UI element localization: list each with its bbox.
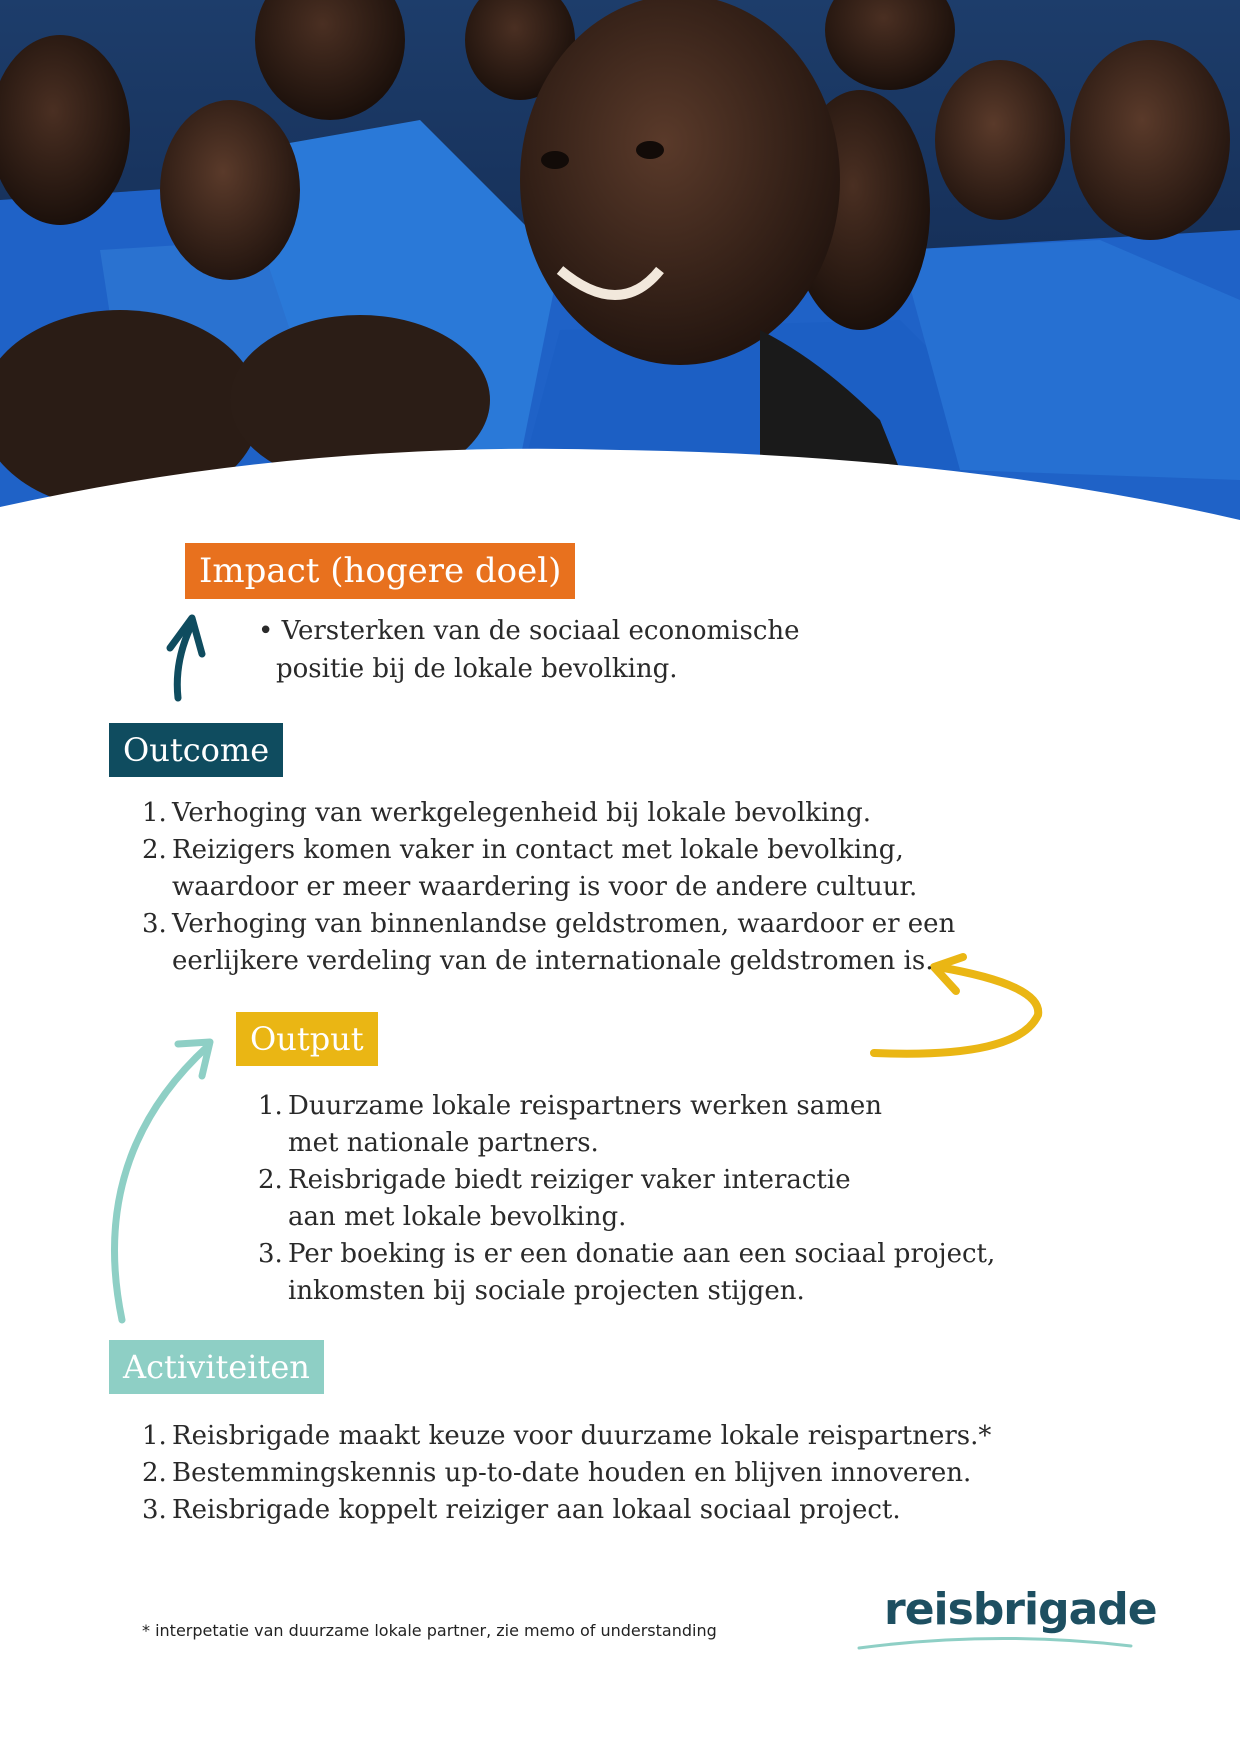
list-number: 1. — [142, 798, 167, 828]
list-item — [142, 1492, 1072, 1529]
impact-bullet-line-1: • Versterken van de sociaal economische — [258, 616, 800, 646]
logo-swoosh-icon — [855, 1632, 1135, 1652]
list-number: 2. — [142, 835, 167, 865]
list-number: 3. — [142, 1495, 167, 1525]
output-list — [258, 1088, 1088, 1310]
list-number: 1. — [258, 1091, 283, 1121]
arrow-up-icon — [150, 606, 220, 706]
list-text: aan met lokale bevolking. — [288, 1202, 627, 1232]
curved-arrow-up-icon — [98, 1036, 228, 1326]
list-text: Per boeking is er een donatie aan een sociaal project, — [288, 1239, 996, 1269]
list-text: Reisbrigade koppelt reiziger aan lokaal sociaal project. — [172, 1495, 901, 1525]
list-item — [258, 1088, 1088, 1162]
list-text: Reizigers komen vaker in contact met lokale bevolking, — [172, 835, 904, 865]
list-item — [258, 1236, 1088, 1310]
list-item — [142, 832, 1072, 906]
outcome-list — [142, 795, 1072, 980]
activiteiten-label: Activiteiten — [109, 1340, 324, 1394]
impact-bullet-line-2: positie bij de lokale bevolking. — [276, 654, 678, 684]
list-number: 1. — [142, 1421, 167, 1451]
list-number: 3. — [258, 1239, 283, 1269]
list-text: Bestemmingskennis up-to-date houden en blijven innoveren. — [172, 1458, 972, 1488]
logo: reisbrigade — [884, 1584, 1157, 1635]
list-number: 2. — [142, 1458, 167, 1488]
impact-label: Impact (hogere doel) — [185, 543, 575, 599]
list-number: 3. — [142, 909, 167, 939]
list-text: Duurzame lokale reispartners werken samen — [288, 1091, 882, 1121]
footnote: * interpetatie van duurzame lokale partner, zie memo of understanding — [142, 1621, 717, 1640]
list-text: Verhoging van binnenlandse geldstromen, waardoor er een — [172, 909, 956, 939]
list-number: 2. — [258, 1165, 283, 1195]
outcome-label: Outcome — [109, 723, 283, 777]
list-text: Reisbrigade maakt keuze voor duurzame lokale reispartners.* — [172, 1421, 992, 1451]
impact-bullet — [258, 612, 878, 688]
list-item — [142, 795, 1072, 832]
list-item — [142, 1418, 1072, 1455]
list-text: eerlijkere verdeling van de internationale geldstromen is. — [172, 946, 934, 976]
list-item — [258, 1162, 1088, 1236]
list-item — [142, 906, 1072, 980]
list-text: met nationale partners. — [288, 1128, 599, 1158]
list-text: inkomsten bij sociale projecten stijgen. — [288, 1276, 805, 1306]
list-text: Verhoging van werkgelegenheid bij lokale bevolking. — [172, 798, 871, 828]
list-text: Reisbrigade biedt reiziger vaker interactie — [288, 1165, 851, 1195]
list-text: waardoor er meer waardering is voor de andere cultuur. — [172, 872, 918, 902]
output-label: Output — [236, 1012, 378, 1066]
activiteiten-list — [142, 1418, 1072, 1529]
list-item — [142, 1455, 1072, 1492]
header-photo — [0, 0, 1240, 520]
